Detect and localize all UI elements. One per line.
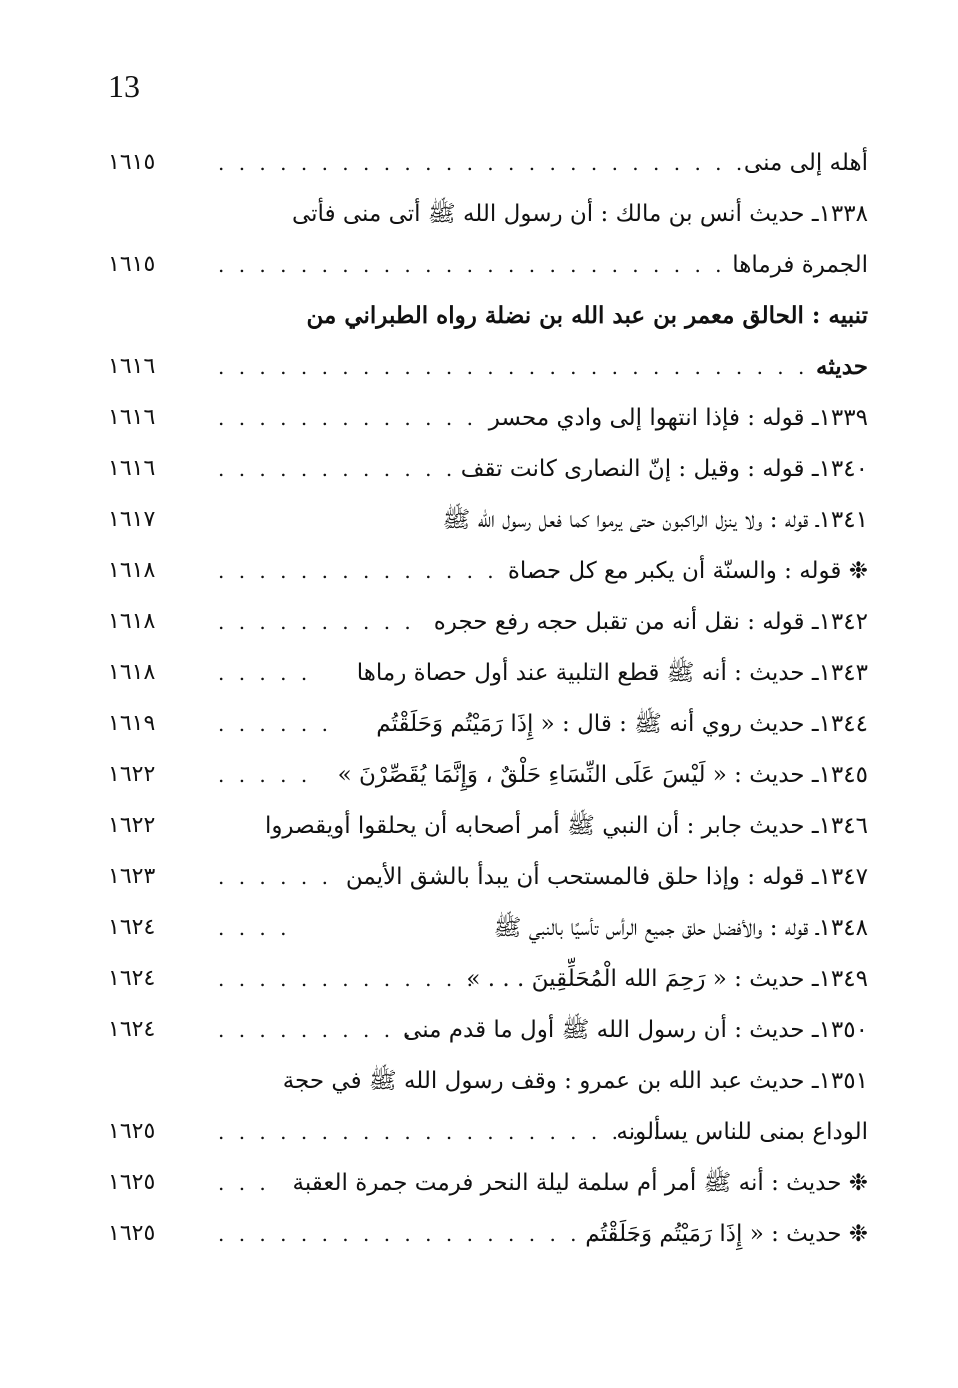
toc-entry-text: ❉ حديث : « إِذَا رَمَيْتُم وَحَلَقْتُم xyxy=(585,1221,868,1247)
toc-entry xyxy=(108,956,868,1007)
toc-leader-dots: . . . . . xyxy=(218,763,312,787)
toc-leader-dots: . . . . . xyxy=(218,661,312,685)
toc-page-ref: ١٦١٨ xyxy=(108,609,156,634)
toc-entry-text: ١٣٣٩ـ قوله : فإذا انتهوا إلى وادي محسر xyxy=(488,405,868,431)
toc-page-ref: ١٦٢٤ xyxy=(108,966,156,991)
toc-entry xyxy=(108,242,868,293)
toc-entry xyxy=(108,1160,868,1211)
toc-page-ref: ١٦٢٣ xyxy=(108,864,156,889)
toc-entry xyxy=(108,344,868,395)
toc-entry xyxy=(108,1211,868,1262)
toc-entry-text: ١٣٤٩ـ حديث : « رَحِمَ الله الْمُحَلِّقِينَ . . . » xyxy=(466,966,868,992)
toc-leader-dots: . . . . . . . . . . . . xyxy=(218,457,457,481)
toc-entry-text: ١٣٤٣ـ حديث : أنه ﷺ قطع التلبية عند أول حصاة رماها xyxy=(356,660,868,686)
toc-entry-text: أهله إلى منى xyxy=(743,150,868,176)
toc-leader-dots: . . . . . . . . . . . . . . . . . . . . . . . xyxy=(218,1120,685,1144)
toc-entry xyxy=(108,752,868,803)
toc-leader-dots: . . . . . . . . . . xyxy=(218,610,415,634)
toc-entry xyxy=(108,1007,868,1058)
toc-leader-dots: . . . . . . . . . . . . . . . . . . . . . . . . . . . . . xyxy=(218,355,809,379)
toc-page-ref: ١٦٢٢ xyxy=(108,762,156,787)
toc-entry-text: الجمرة فرماها xyxy=(732,252,868,278)
toc-entry xyxy=(108,854,868,905)
toc-page-ref: ١٦٢٥ xyxy=(108,1221,156,1246)
toc-page-ref: ١٦١٦ xyxy=(108,354,156,379)
toc-entry-text: ١٣٤٨ـ قوله : والأفضل حلق جميع الرأس تأسيًا بالنبي ﷺ xyxy=(493,915,868,941)
toc-leader-dots: . . . . . . . . . . . . . xyxy=(218,967,477,991)
toc-entry xyxy=(108,803,868,854)
toc-page-ref: ١٦١٥ xyxy=(108,252,156,277)
toc-leader-dots: . . . . xyxy=(218,916,291,940)
toc-page-ref: ١٦١٥ xyxy=(108,150,156,175)
toc-page-ref: ١٦٢٤ xyxy=(108,1017,156,1042)
toc-entry xyxy=(108,395,868,446)
toc-entry-text: ١٣٥٠ـ حديث : أن رسول الله ﷺ أول ما قدم منى xyxy=(403,1017,868,1043)
toc-entry xyxy=(108,905,868,956)
toc-entry-text: ١٣٥١ـ حديث عبد الله بن عمرو : وقف رسول الله ﷺ في حجة xyxy=(282,1068,868,1094)
toc-page-ref: ١٦١٨ xyxy=(108,558,156,583)
toc-page-ref: ١٦١٨ xyxy=(108,660,156,685)
table-of-contents xyxy=(108,140,868,1262)
toc-entry xyxy=(108,1109,868,1160)
toc-entry-text: ١٣٣٨ـ حديث أنس بن مالك : أن رسول الله ﷺ أتى منى فأتى xyxy=(291,201,868,227)
toc-entry-text: حديثه xyxy=(816,353,868,380)
toc-entry-text: ١٣٤٦ـ حديث جابر : أن النبي ﷺ أمر أصحابه أن يحلقوا أويقصروا xyxy=(264,813,868,839)
toc-entry-text: تنبيه : الحالق معمر بن عبد الله بن نضلة رواه الطبراني من xyxy=(306,302,868,329)
toc-entry xyxy=(108,140,868,191)
toc-entry xyxy=(108,497,868,548)
page-number: 13 xyxy=(108,68,140,104)
toc-entry xyxy=(108,548,868,599)
toc-entry-text: ١٣٤٠ـ قوله : وقيل : إنّ النصارى كانت تقف xyxy=(460,456,868,482)
toc-entry xyxy=(108,701,868,752)
toc-entry xyxy=(108,1058,868,1109)
toc-entry-text: ١٣٤٧ـ قوله : وإذا حلق فالمستحب أن يبدأ بالشق الأيمن xyxy=(345,864,868,890)
toc-entry xyxy=(108,599,868,650)
toc-entry-text: الوداع بمنى للناس يسألونه xyxy=(616,1119,868,1145)
toc-entry-text: ١٣٤٤ـ حديث روي أنه ﷺ : قال : « إِذَا رَمَيْتُم وَحَلَقْتُم xyxy=(376,711,868,737)
toc-leader-dots: . . . . . . . . . . . . . . . . . . . . . . . . . . xyxy=(218,151,747,175)
toc-page-ref: ١٦١٧ xyxy=(108,507,156,532)
toc-leader-dots: . . . . . . . . . . . xyxy=(218,1018,436,1042)
toc-page-ref: ١٦١٦ xyxy=(108,405,156,430)
toc-entry xyxy=(108,293,868,344)
toc-entry xyxy=(108,191,868,242)
toc-leader-dots: . . . . . . xyxy=(218,712,332,736)
toc-page-ref: ١٦٢٤ xyxy=(108,915,156,940)
toc-leader-dots: . . . . . . . . . . . . . . . . . . . . . . . . . xyxy=(218,253,726,277)
toc-entry-text: ❉ قوله : والسنّة أن يكبر مع كل حصاة xyxy=(507,558,868,584)
toc-page-ref: ١٦٢٥ xyxy=(108,1119,156,1144)
toc-entry-text: ١٣٤١ـ قوله : ولا ينزل الراكبون حتى يرموا كما فعل رسول الله ﷺ xyxy=(442,507,868,533)
toc-entry xyxy=(108,446,868,497)
toc-leader-dots: . . . . . . . . . . . . . xyxy=(218,406,477,430)
toc-page-ref: ١٦٢٥ xyxy=(108,1170,156,1195)
toc-entry-text: ١٣٤٢ـ قوله : نقل أنه من تقبل حجه رفع حجره xyxy=(433,609,868,635)
toc-leader-dots: . . . . . . xyxy=(218,865,332,889)
toc-leader-dots: . . . . . . . . . . . . . . . . . . . . . xyxy=(218,1222,643,1246)
toc-entry xyxy=(108,650,868,701)
toc-leader-dots: . . . . . . . . . . . . . . . . . xyxy=(218,559,560,583)
toc-page-ref: ١٦١٩ xyxy=(108,711,156,736)
toc-leader-dots: . . . xyxy=(218,1171,270,1195)
toc-page-ref: ١٦١٦ xyxy=(108,456,156,481)
toc-page-ref: ١٦٢٢ xyxy=(108,813,156,838)
toc-entry-text: ١٣٤٥ـ حديث : « لَيْسَ عَلَى النِّسَاءِ حَلْقٌ ، وَإِنَّمَا يُقَصِّرْنَ » xyxy=(337,762,868,788)
toc-entry-text: ❉ حديث : أنه ﷺ أمر أم سلمة ليلة النحر فرمت جمرة العقبة xyxy=(292,1170,868,1196)
